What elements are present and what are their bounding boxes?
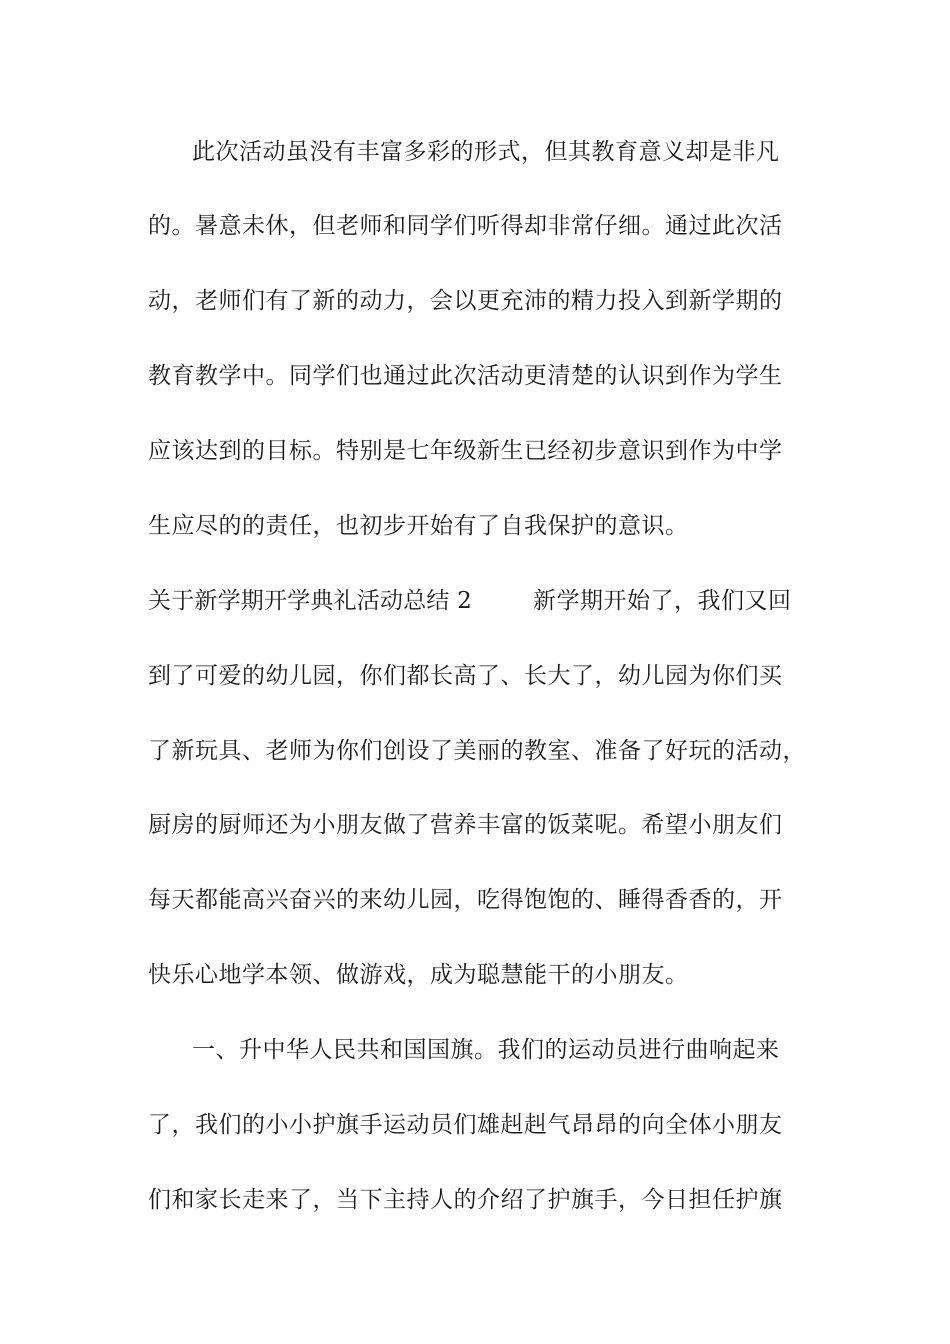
paragraph-line: 应该达到的目标。特别是七年级新生已经初步意识到作为中学 — [148, 438, 783, 464]
paragraph-line: 每天都能高兴奋兴的来幼儿园，吃得饱饱的、睡得香香的，开 — [148, 887, 783, 913]
paragraph-line: 动，老师们有了新的动力，会以更充沛的精力投入到新学期的 — [148, 288, 783, 314]
section-heading-line — [148, 586, 848, 616]
paragraph-line: 此次活动虽没有丰富多彩的形式，但其教育意义却是非凡 — [192, 139, 780, 165]
paragraph-line: 厨房的厨师还为小朋友做了营养丰富的饭菜呢。希望小朋友们 — [148, 812, 783, 838]
paragraph-line: 的。暑意未休，但老师和同学们听得却非常仔细。通过此次活 — [148, 213, 783, 239]
paragraph-line: 们和家长走来了，当下主持人的介绍了护旗手，今日担任护旗 — [148, 1187, 783, 1213]
paragraph-line: 了，我们的小小护旗手运动员们雄赳赳气昂昂的向全体小朋友 — [148, 1112, 783, 1138]
paragraph-line: 一、升中华人民共和国国旗。我们的运动员进行曲响起来 — [192, 1037, 780, 1063]
paragraph-line: 到了可爱的幼儿园，你们都长高了、长大了，幼儿园为你们买 — [148, 663, 783, 689]
section-title: 关于新学期开学典礼活动总结 2 — [148, 588, 472, 614]
paragraph-line: 新学期开始了，我们又回 — [533, 588, 792, 614]
paragraph-line: 快乐心地学本领、做游戏，成为聪慧能干的小朋友。 — [148, 962, 689, 988]
paragraph-line: 教育教学中。同学们也通过此次活动更清楚的认识到作为学生 — [148, 363, 783, 389]
paragraph-line: 了新玩具、老师为你们创设了美丽的教室、准备了好玩的活动， — [148, 738, 806, 764]
paragraph-line: 生应尽的的责任，也初步开始有了自我保护的意识。 — [148, 513, 689, 539]
